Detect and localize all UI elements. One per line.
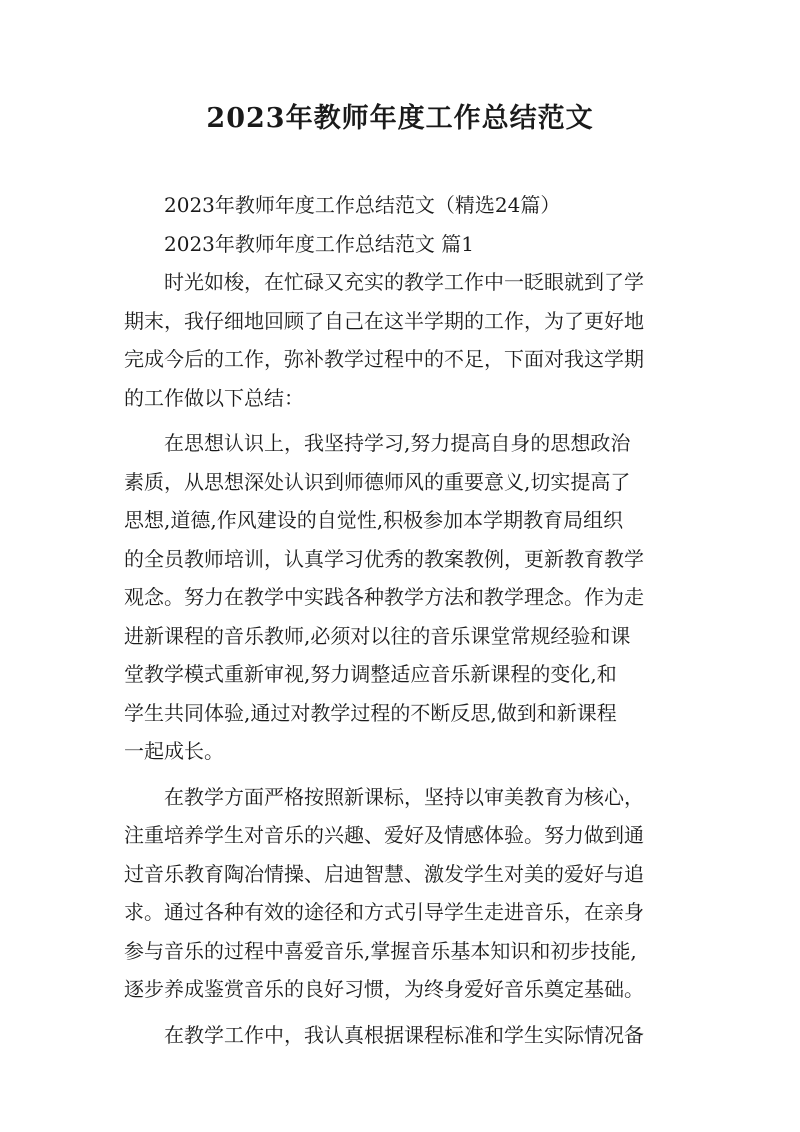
document-body [124,186,684,1054]
paragraph-line: 在思想认识上，我坚持学习,努力提高自身的思想政治 [164,431,631,455]
paragraph-line: 堂教学模式重新审视,努力调整适应音乐新课程的变化,和 [124,662,617,686]
paragraph-line: 在教学方面严格按照新课标，坚持以审美教育为核心， [164,784,644,809]
paragraph-line: 的全员教师培训，认真学习优秀的教案教例，更新教育教学 [124,546,644,571]
paragraph-line: 观念。努力在教学中实践各种教学方法和教学理念。作为走 [124,585,644,609]
paragraph-3 [124,778,684,1009]
paragraph-line: 思想,道德,作风建设的自觉性,积极参加本学期教育局组织 [124,508,624,532]
paragraph-line: 过音乐教育陶冶情操、启迪智慧、激发学生对美的爱好与追 [124,861,644,886]
document-title: 2023年教师年度工作总结范文 [206,103,594,134]
paragraph-line: 求。通过各种有效的途径和方式引导学生走进音乐，在亲身 [124,900,644,924]
paragraph-line: 期末，我仔细地回顾了自己在这半学期的工作，为了更好地 [124,308,644,333]
paragraph-line: 时光如梭，在忙碌又充实的教学工作中一眨眼就到了学 [164,270,644,294]
paragraph-line: 一起成长。 [124,739,224,763]
paragraph-line: 参与音乐的过程中喜爱音乐,掌握音乐基本知识和初步技能, [124,938,637,963]
section-heading: 2023年教师年度工作总结范文 篇1 [164,231,474,256]
paragraph-line: 进新课程的音乐教师,必须对以往的音乐课堂常规经验和课 [124,623,631,648]
paragraph-line: 的工作做以下总结： [124,385,304,410]
paragraph-line: 在教学工作中，我认真根据课程标准和学生实际情况备 [164,1022,644,1047]
paragraph-line: 完成今后的工作，弥补教学过程中的不足，下面对我这学期 [124,347,644,371]
paragraph-4 [124,1016,684,1055]
paragraph-2 [124,424,684,771]
document-subtitle: 2023年教师年度工作总结范文（精选24篇） [164,193,561,217]
paragraph-line: 素质，从思想深处认识到师德师风的重要意义,切实提高了 [124,469,631,494]
paragraph-1 [124,263,684,417]
paragraph-line: 学生共同体验,通过对教学过程的不断反思,做到和新课程 [124,700,617,725]
paragraph-line: 注重培养学生对音乐的兴趣、爱好及情感体验。努力做到通 [124,823,644,847]
paragraph-line: 逐步养成鉴赏音乐的良好习惯，为终身爱好音乐奠定基础。 [124,977,644,1001]
